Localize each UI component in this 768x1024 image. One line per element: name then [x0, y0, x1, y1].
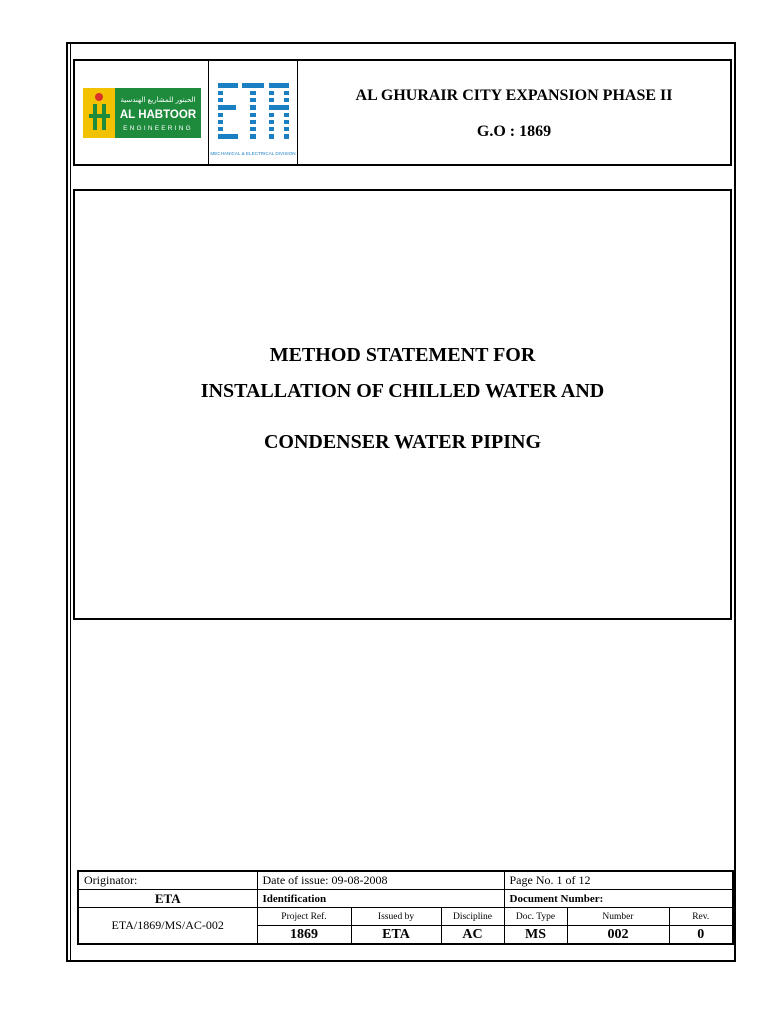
originator-label: Originator:	[78, 871, 257, 890]
al-habtoor-logo	[75, 61, 209, 164]
col-issued-by: Issued by	[351, 908, 441, 926]
col-discipline: Discipline	[441, 908, 504, 926]
val-issued-by: ETA	[351, 926, 441, 945]
val-project-ref: 1869	[257, 926, 351, 945]
val-number: 002	[567, 926, 669, 945]
header-text	[298, 61, 730, 164]
svg-text:AL HABTOOR: AL HABTOOR	[119, 108, 196, 121]
eta-logo	[209, 61, 298, 164]
project-title: AL GHURAIR CITY EXPANSION PHASE II	[355, 87, 673, 104]
document-number-label: Document Number:	[504, 890, 733, 908]
table-row	[78, 908, 733, 926]
val-doc-type: MS	[504, 926, 567, 945]
originator-value: ETA	[78, 890, 257, 908]
svg-text:ENGINEERING: ENGINEERING	[122, 124, 193, 132]
go-number: G.O : 1869	[476, 123, 552, 140]
originator-ref: ETA/1869/MS/AC-002	[78, 908, 257, 945]
val-discipline: AC	[441, 926, 504, 945]
document-info-table	[77, 870, 734, 945]
col-rev: Rev.	[669, 908, 733, 926]
document-header	[73, 59, 732, 166]
svg-text:الحبتور للمشاريع الهندسية: الحبتور للمشاريع الهندسية	[119, 95, 196, 104]
col-project-ref: Project Ref.	[257, 908, 351, 926]
title-line-2: INSTALLATION OF CHILLED WATER AND	[200, 380, 605, 402]
title-line-1: METHOD STATEMENT FOR	[269, 344, 536, 366]
title-box	[73, 189, 732, 620]
val-rev: 0	[669, 926, 733, 945]
page-border-inner-line	[70, 44, 71, 960]
table-row	[78, 890, 733, 908]
identification-label: Identification	[257, 890, 504, 908]
page-number: Page No. 1 of 12	[504, 871, 733, 890]
title-line-3: CONDENSER WATER PIPING	[263, 431, 542, 453]
svg-text:MECHANICAL & ELECTRICAL DIVISI: MECHANICAL & ELECTRICAL DIVISION	[210, 151, 296, 156]
col-number: Number	[567, 908, 669, 926]
col-doc-type: Doc. Type	[504, 908, 567, 926]
date-of-issue: Date of issue: 09-08-2008	[257, 871, 504, 890]
table-row	[78, 871, 733, 890]
